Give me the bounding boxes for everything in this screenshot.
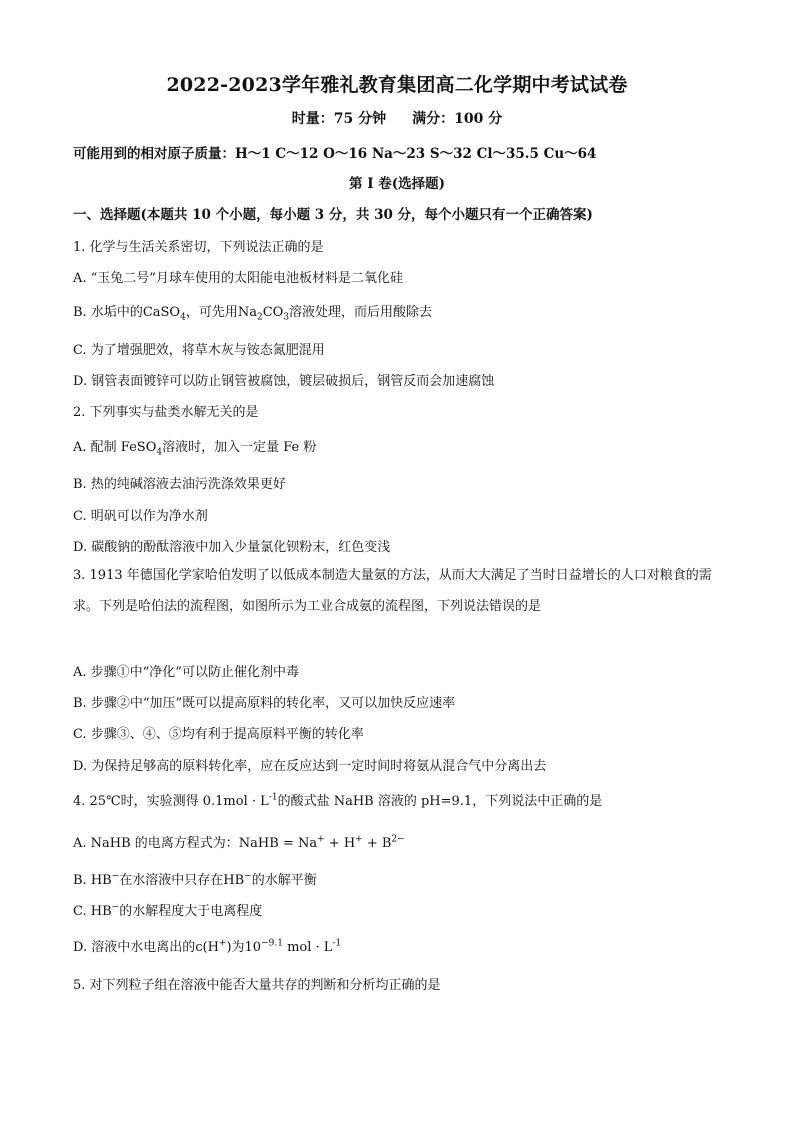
q3-option-a: A. 步骤①中“净化”可以防止催化剂中毒	[73, 665, 299, 680]
exam-score: 满分：100 分	[412, 111, 503, 127]
q4-stem: 4. 25℃时，实验测得 $0.1mol \cdot L^{-1}$的酸式盐 NaHB 溶液的 pH=9.1，下列说法中正确的是	[73, 792, 603, 809]
q1-option-d: D. 钢管表面镀锌可以防止钢管被腐蚀，镀层破损后，钢管反而会加速腐蚀	[73, 374, 495, 389]
q2-option-b: B. 热的纯碱溶液去油污洗涤效果更好	[73, 477, 286, 492]
q1-option-c: C. 为了增强肥效，将草木灰与铵态氮肥混用	[73, 343, 325, 358]
section-title: 一、选择题(本题共 10 个小题，每小题 3 分，共 30 分，每个小题只有一个正确答案)	[73, 207, 593, 223]
q1-option-a: A. “玉兔二号”月球车使用的太阳能电池板材料是二氧化硅	[73, 271, 403, 286]
q2-option-d: D. 碳酸钠的酚酞溶液中加入少量氯化钡粉末，红色变浅	[73, 540, 391, 555]
q4-option-d: D. 溶液中水电离出的c(H+)为$10^{-9.1}$ mol · $L^{-1}$	[73, 938, 342, 955]
q2-stem: 2. 下列事实与盐类水解无关的是	[73, 405, 259, 420]
q4-option-a: A. NaHB 的电离方程式为：NaHB = $Na^+ + H^+ + B^{2-}$	[73, 834, 405, 851]
q4-option-b: B. HB−在水溶液中只存在HB−的水解平衡	[73, 871, 317, 888]
atomic-masses: 可能用到的相对原子质量：H～1 C～12 O～16 Na～23 S～32 Cl～35.5 Cu～64	[73, 146, 597, 162]
q2-option-c: C. 明矾可以作为净水剂	[73, 509, 208, 524]
exam-title: 2022-2023学年雅礼教育集团高二化学期中考试试卷	[166, 74, 628, 96]
q3-stem: 3. 1913 年德国化学家哈伯发明了以低成本制造大量氨的方法，从而大大满足了当时日益增长的人口对粮食的需求。下列是哈伯法的流程图，如图所示为工业合成氨的流程图，下列说法错误的是	[73, 568, 712, 614]
q2-option-a: A. 配制 FeSO$_4$溶液时，加入一定量 Fe 粉	[73, 440, 317, 458]
q1-option-b: B. 水垢中的CaSO$_4$，可先用$Na_2CO_3$溶液处理，而后用酸除去	[73, 305, 433, 323]
q5-stem: 5. 对下列粒子组在溶液中能否大量共存的判断和分析均正确的是	[73, 978, 441, 993]
exam-time: 时量：75 分钟	[291, 111, 387, 127]
q4-option-c: C. HB−的水解程度大于电离程度	[73, 902, 263, 919]
q3-option-d: D. 为保持足够高的原料转化率，应在反应达到一定时间时将氨从混合气中分离出去	[73, 759, 547, 774]
q3-option-b: B. 步骤②中“加压”既可以提高原料的转化率，又可以加快反应速率	[73, 696, 456, 711]
exam-time-score	[0, 108, 794, 128]
q3-option-c: C. 步骤③、④、⑤均有利于提高原料平衡的转化率	[73, 727, 364, 742]
volume-title: 第 I 卷(选择题)	[349, 176, 445, 192]
q1-stem: 1. 化学与生活关系密切，下列说法正确的是	[73, 240, 324, 255]
